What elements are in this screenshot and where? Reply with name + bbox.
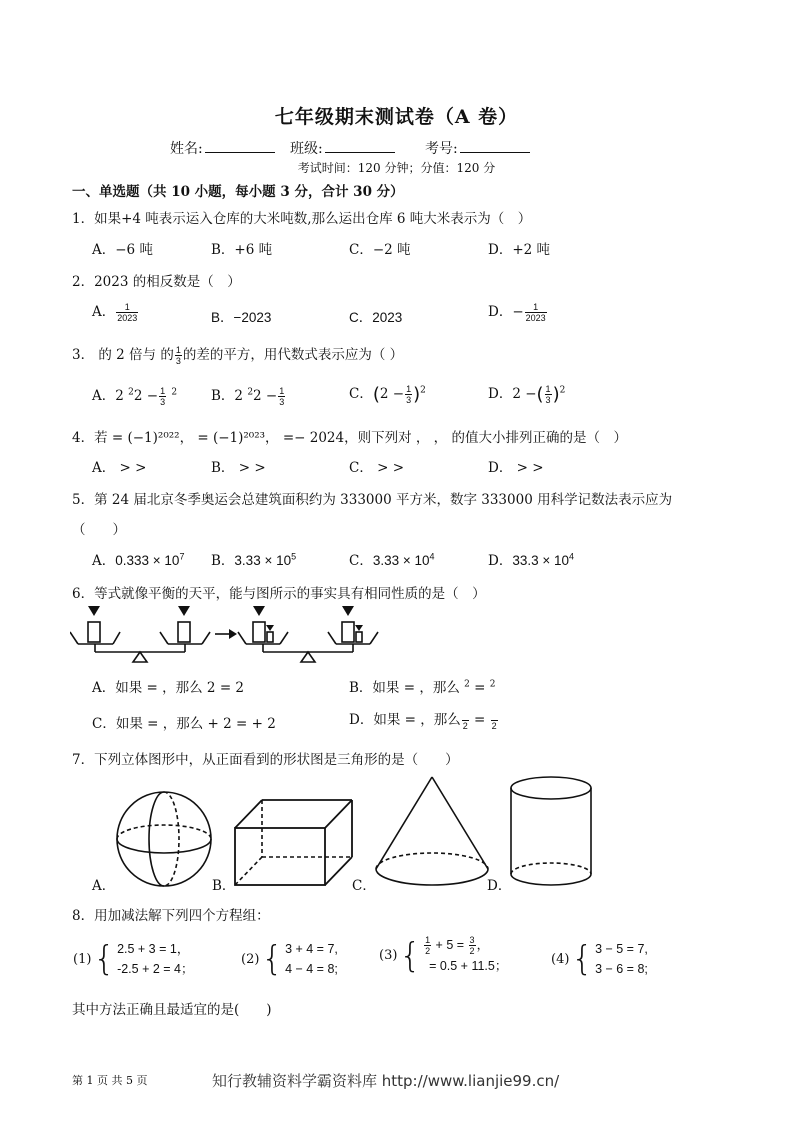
page-title: 七年级期末测试卷（A 卷） [274, 106, 519, 128]
system-1: (1) { 2.5 + 3 = 1， -2.5 + 2 = 4； [73, 939, 194, 979]
q6-option-c: C．如果 = ，那么 + 2 = + 2 [92, 716, 276, 732]
q5-option-c: C．$3.33 \times 10^4$ [349, 551, 435, 569]
question-7-stem: 7．下列立体图形中，从正面看到的形状图是三角形的是（ ） [72, 752, 459, 768]
q7-option-c: C． [352, 878, 376, 894]
q5-option-d: D．$33.3 \times 10^4$ [488, 551, 575, 569]
q2-option-d: D．− $\frac{1}{2023}$ [488, 302, 546, 323]
question-4-stem: 4．若 = (−1)²⁰²²， = (−1)²⁰²³， =− 2024，则下列对 ， ， 的值大小排列正确的是（ ） [72, 430, 627, 446]
question-3-stem: 3． 的 2 倍与 的 $\frac{1}{3}$ 的差的平方，用代数式表示应为（ ） [72, 345, 404, 366]
q2-option-c: C．2023 [349, 310, 403, 325]
q1-option-b: B．+6 吨 [211, 242, 273, 258]
question-5-stem-cont: （ ） [72, 522, 126, 538]
q6-option-d: D．如果 = ，那么 2 = 2 [349, 712, 497, 731]
cylinder-figure [508, 774, 594, 890]
question-8-stem: 8．用加减法解下列四个方程组： [72, 908, 270, 924]
system-3: (3) { $\frac{1}{2}$ + 5 = $\frac{3}{2}$ ， = 0.5 + 11.5； [379, 935, 508, 976]
question-6-stem: 6．等式就像平衡的天平，能与图所示的事实具有相同性质的是（ ） [72, 586, 486, 602]
q3-option-a: A．2 $^2$2 − $\frac{1}{3}$ $^2$ [92, 386, 178, 407]
name-field: 姓名: [170, 138, 275, 158]
q2-option-b: B．−2023 [211, 310, 272, 325]
q4-option-c: C． > > [349, 460, 405, 476]
q4-option-b: B． > > [211, 460, 266, 476]
question-2-stem: 2．2023 的相反数是（ ） [72, 274, 241, 290]
q3-option-c: C．(2 − $\frac{1}{3}$ )$^2$ [349, 384, 426, 405]
q5-option-a: A．$0.333 \times 10^7$ [92, 551, 185, 569]
q1-option-a: A．−6 吨 [92, 242, 153, 258]
sphere-figure [112, 790, 218, 890]
q3-option-d: D．2 −( $\frac{1}{3}$ )$^2$ [488, 384, 566, 405]
q6-option-a: A．如果 = ，那么 2 = 2 [92, 680, 245, 696]
question-8-tail: 其中方法正确且最适宜的是( ) [72, 1002, 272, 1018]
section-heading: 一、单选题（共 10 小题，每小题 3 分，合计 30 分） [72, 184, 404, 200]
class-field: 班级: [290, 138, 395, 158]
q1-option-c: C．−2 吨 [349, 242, 411, 258]
q4-option-a: A． > > [92, 460, 147, 476]
q7-option-b: B． [212, 878, 236, 894]
id-field: 考号: [425, 138, 530, 158]
q5-option-b: B．$3.33 \times 10^5$ [211, 551, 297, 569]
cone-figure [372, 774, 492, 890]
q4-option-d: D． > > [488, 460, 544, 476]
exam-subtitle: 考试时间：120 分钟；分值：120 分 [297, 161, 496, 175]
cuboid-figure [232, 795, 357, 890]
system-4: (4) { 3 − 5 = 7, 3 − 6 = 8; [551, 939, 648, 979]
question-5-stem: 5．第 24 届北京冬季奥运会总建筑面积约为 333000 平方米，数字 333000 用科学记数法表示应为 [72, 492, 673, 508]
q7-option-a: A． [92, 878, 116, 894]
q7-option-d: D． [487, 878, 512, 894]
question-1-stem: 1．如果+4 吨表示运入仓库的大米吨数,那么运出仓库 6 吨大米表示为（ ） [72, 211, 532, 227]
page-number: 第 1 页 共 5 页 [72, 1074, 148, 1087]
q1-option-d: D．+2 吨 [488, 242, 551, 258]
system-2: (2) { 3 + 4 = 7, 4 − 4 = 8; [241, 939, 338, 979]
balance-scale-figure [70, 604, 380, 664]
q3-option-b: B．2 $^2$2 − $\frac{1}{3}$ [211, 386, 285, 407]
q6-option-b: B．如果 = ，那么 $^2$ = $^2$ [349, 679, 496, 696]
watermark: 知行教辅资料学霸资料库 http://www.lianjie99.cn/ [212, 1072, 560, 1090]
q2-option-a: A． $\frac{1}{2023}$ [92, 302, 138, 323]
